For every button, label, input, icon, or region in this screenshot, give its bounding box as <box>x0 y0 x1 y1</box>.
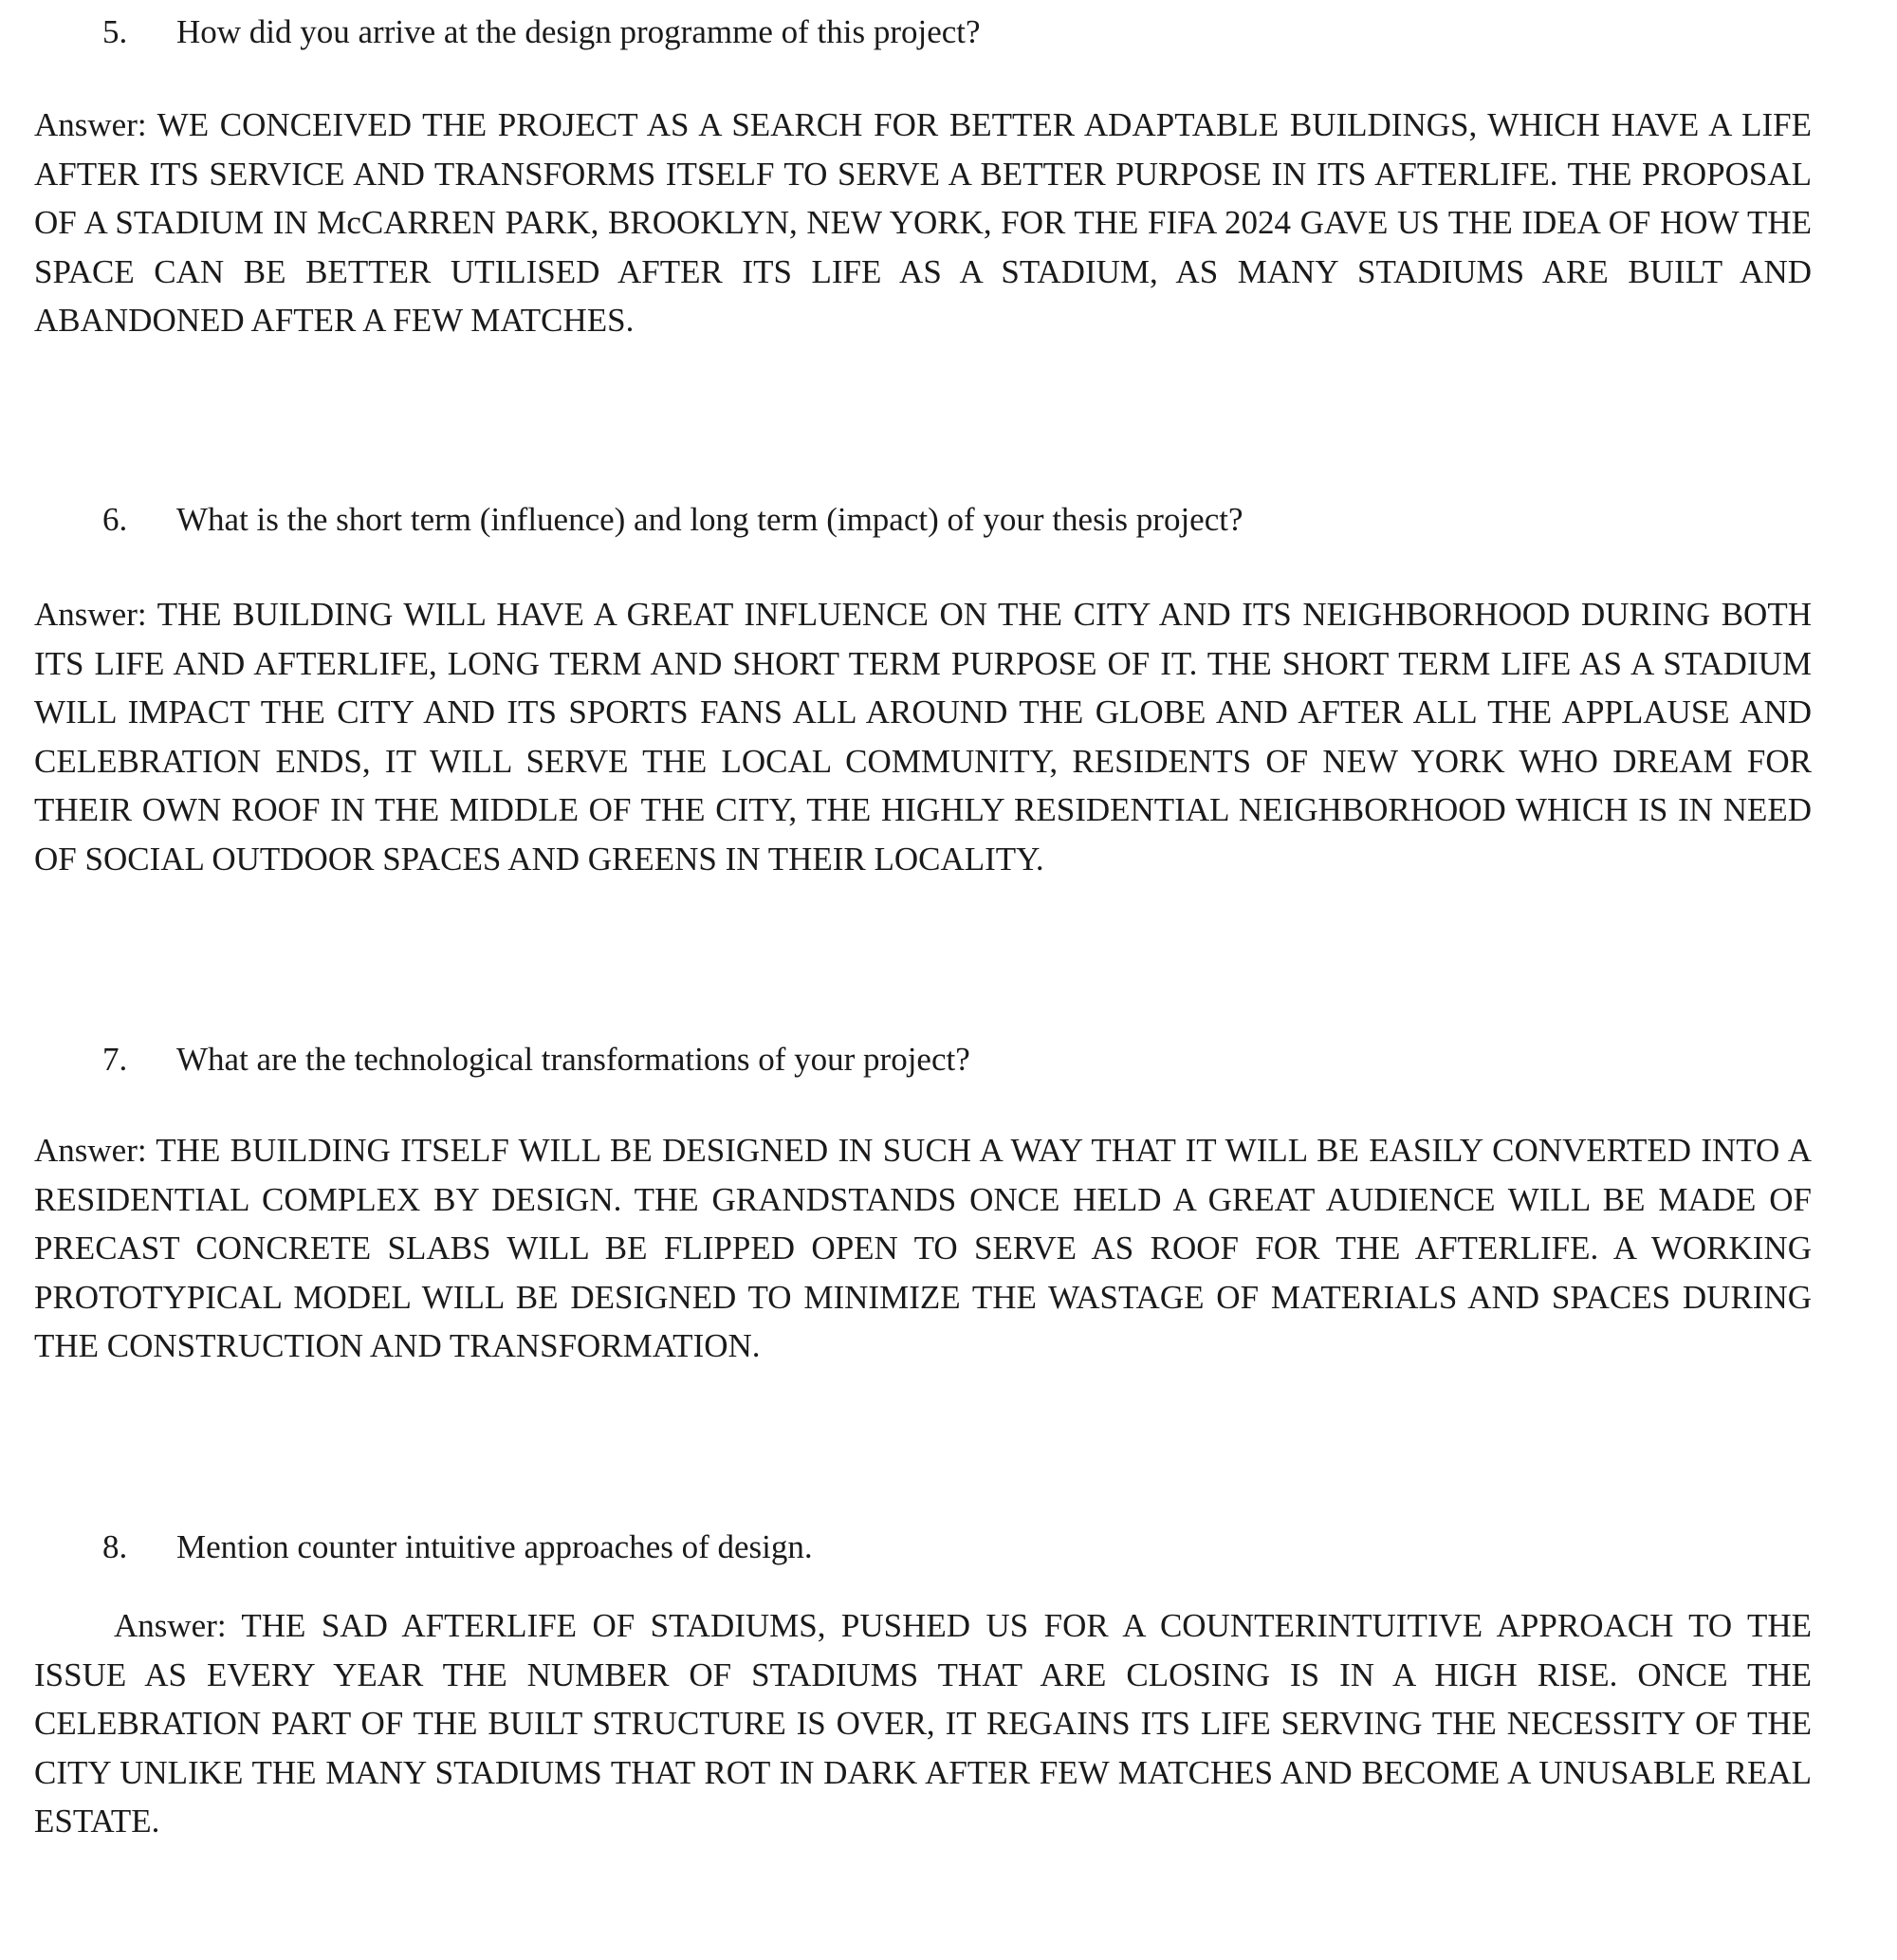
question-text: Mention counter intuitive approaches of design. <box>176 1528 813 1565</box>
question-5 <box>102 9 1810 55</box>
question-text: How did you arrive at the design programme of this project? <box>176 13 981 50</box>
answer-5: Answer: WE CONCEIVED THE PROJECT AS A SEARCH FOR BETTER ADAPTABLE BUILDINGS, WHICH HAVE A LIFE AFTER ITS SERVICE AND TRANSFORMS ITSELF TO SERVE A BETTER PURPOSE IN ITS AFTERLIFE. THE PROPOSAL OF A STADIUM IN McCARREN PARK, BROOKLYN, NEW YORK, FOR THE FIFA 2024 GAVE US THE IDEA OF HOW THE SPACE CAN BE BETTER UTILISED AFTER ITS LIFE AS A STADIUM, AS MANY STADIUMS ARE BUILT AND ABANDONED AFTER A FEW MATCHES. <box>34 106 1812 339</box>
question-6 <box>102 497 1810 543</box>
question-number: 8. <box>102 1528 128 1565</box>
question-7 <box>102 1037 1810 1082</box>
question-number: 5. <box>102 13 128 50</box>
question-text: What is the short term (influence) and long term (impact) of your thesis project? <box>176 501 1243 538</box>
answer-6: Answer: THE BUILDING WILL HAVE A GREAT INFLUENCE ON THE CITY AND ITS NEIGHBORHOOD DURING BOTH ITS LIFE AND AFTERLIFE, LONG TERM AND SHORT TERM PURPOSE OF IT. THE SHORT TERM LIFE AS A STADIUM WILL IMPACT THE CITY AND ITS SPORTS FANS ALL AROUND THE GLOBE AND AFTER ALL THE APPLAUSE AND CELEBRATION ENDS, IT WILL SERVE THE LOCAL COMMUNITY, RESIDENTS OF NEW YORK WHO DREAM FOR THEIR OWN ROOF IN THE MIDDLE OF THE CITY, THE HIGHLY RESIDENTIAL NEIGHBORHOOD WHICH IS IN NEED OF SOCIAL OUTDOOR SPACES AND GREENS IN THEIR LOCALITY. <box>34 596 1812 878</box>
question-8 <box>102 1525 1810 1570</box>
answer-8: Answer: THE SAD AFTERLIFE OF STADIUMS, PUSHED US FOR A COUNTERINTUITIVE APPROACH TO THE ISSUE AS EVERY YEAR THE NUMBER OF STADIUMS THAT ARE CLOSING IS IN A HIGH RISE. ONCE THE CELEBRATION PART OF THE BUILT STRUCTURE IS OVER, IT REGAINS ITS LIFE SERVING THE NECESSITY OF THE CITY UNLIKE THE MANY STADIUMS THAT ROT IN DARK AFTER FEW MATCHES AND BECOME A UNUSABLE REAL ESTATE. <box>34 1607 1812 1840</box>
question-number: 6. <box>102 501 128 538</box>
question-text: What are the technological transformations of your project? <box>176 1041 970 1078</box>
answer-7: Answer: THE BUILDING ITSELF WILL BE DESIGNED IN SUCH A WAY THAT IT WILL BE EASILY CONVERTED INTO A RESIDENTIAL COMPLEX BY DESIGN. THE GRANDSTANDS ONCE HELD A GREAT AUDIENCE WILL BE MADE OF PRECAST CONCRETE SLABS WILL BE FLIPPED OPEN TO SERVE AS ROOF FOR THE AFTERLIFE. A WORKING PROTOTYPICAL MODEL WILL BE DESIGNED TO MINIMIZE THE WASTAGE OF MATERIALS AND SPACES DURING THE CONSTRUCTION AND TRANSFORMATION. <box>34 1132 1812 1364</box>
question-number: 7. <box>102 1041 128 1078</box>
